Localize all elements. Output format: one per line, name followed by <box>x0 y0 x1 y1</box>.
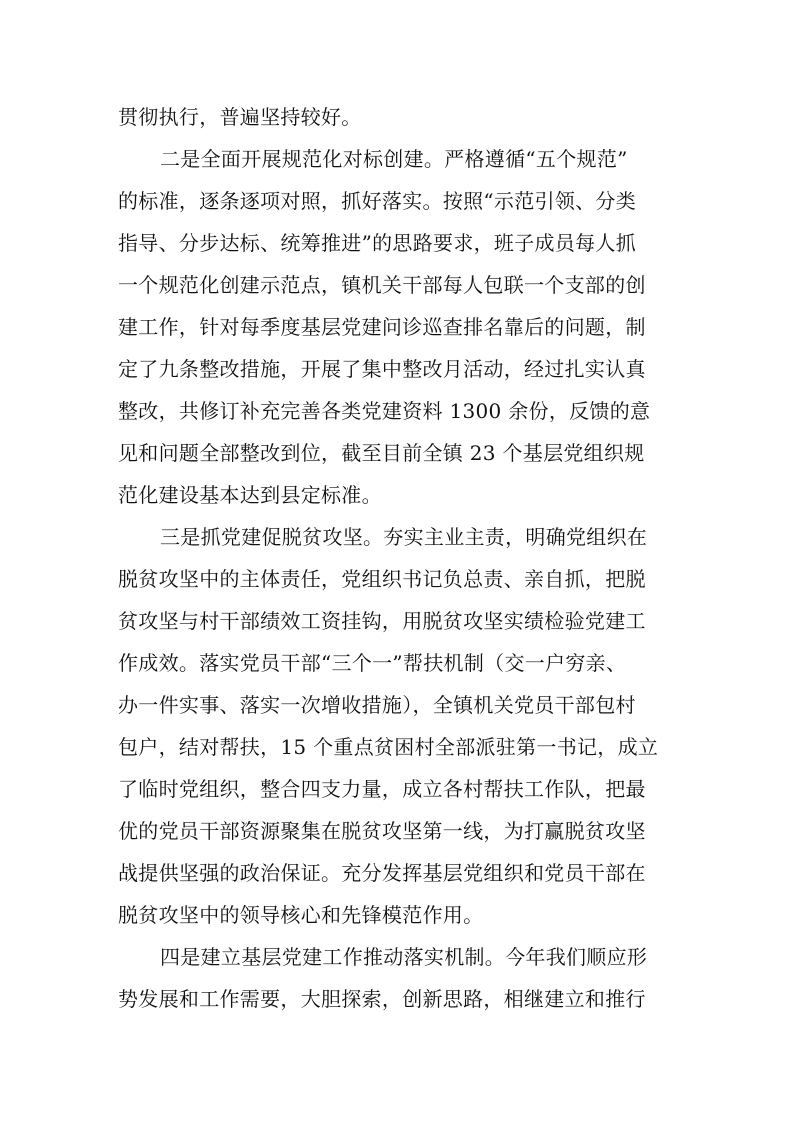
text-line: 建工作，针对每季度基层党建问诊巡查排名靠后的问题，制 <box>118 315 646 339</box>
text-line: 的标准，逐条逐项对照，抓好落实。按照“示范引领、分类 <box>118 189 637 213</box>
text-line: 定了九条整改措施，开展了集中整改月活动，经过扎实认真 <box>118 357 646 381</box>
text-line: 战提供坚强的政治保证。充分发挥基层党组织和党员干部在 <box>118 861 646 885</box>
text-line: 整改，共修订补充完善各类党建资料 1300 余份，反馈的意 <box>118 399 651 423</box>
text-line: 贫攻坚与村干部绩效工资挂钩，用脱贫攻坚实绩检验党建工 <box>118 609 646 633</box>
text-line: 作成效。落实党员干部“三个一”帮扶机制（交一户穷亲、 <box>118 651 627 675</box>
text-line: 了临时党组织，整合四支力量，成立各村帮扶工作队，把最 <box>118 777 646 801</box>
text-line: 办一件实事、落实一次增收措施），全镇机关党员干部包村 <box>118 693 636 717</box>
text-line: 脱贫攻坚中的主体责任，党组织书记负总责、亲自抓，把脱 <box>118 567 646 591</box>
text-line: 优的党员干部资源聚集在脱贫攻坚第一线，为打赢脱贫攻坚 <box>118 819 646 843</box>
paragraph-start-line: 三是抓党建促脱贫攻坚。夯实主业主责，明确党组织在 <box>160 525 648 549</box>
text-line: 范化建设基本达到县定标准。 <box>118 483 382 507</box>
text-line: 见和问题全部整改到位，截至目前全镇 23 个基层党组织规 <box>118 441 645 465</box>
paragraph-start-line: 四是建立基层党建工作推动落实机制。今年我们顺应形 <box>160 945 648 969</box>
text-line: 贯彻执行，普遍坚持较好。 <box>118 105 362 129</box>
text-line: 一个规范化创建示范点，镇机关干部每人包联一个支部的创 <box>118 273 646 297</box>
text-line: 指导、分步达标、统筹推进”的思路要求，班子成员每人抓 <box>118 231 637 255</box>
paragraph-start-line: 二是全面开展规范化对标创建。严格遵循“五个规范” <box>160 147 628 171</box>
text-line: 势发展和工作需要，大胆探索，创新思路，相继建立和推行 <box>118 987 646 1011</box>
text-line: 脱贫攻坚中的领导核心和先锋模范作用。 <box>118 903 484 927</box>
text-line: 包户，结对帮扶，15 个重点贫困村全部派驻第一书记，成立 <box>118 735 659 759</box>
